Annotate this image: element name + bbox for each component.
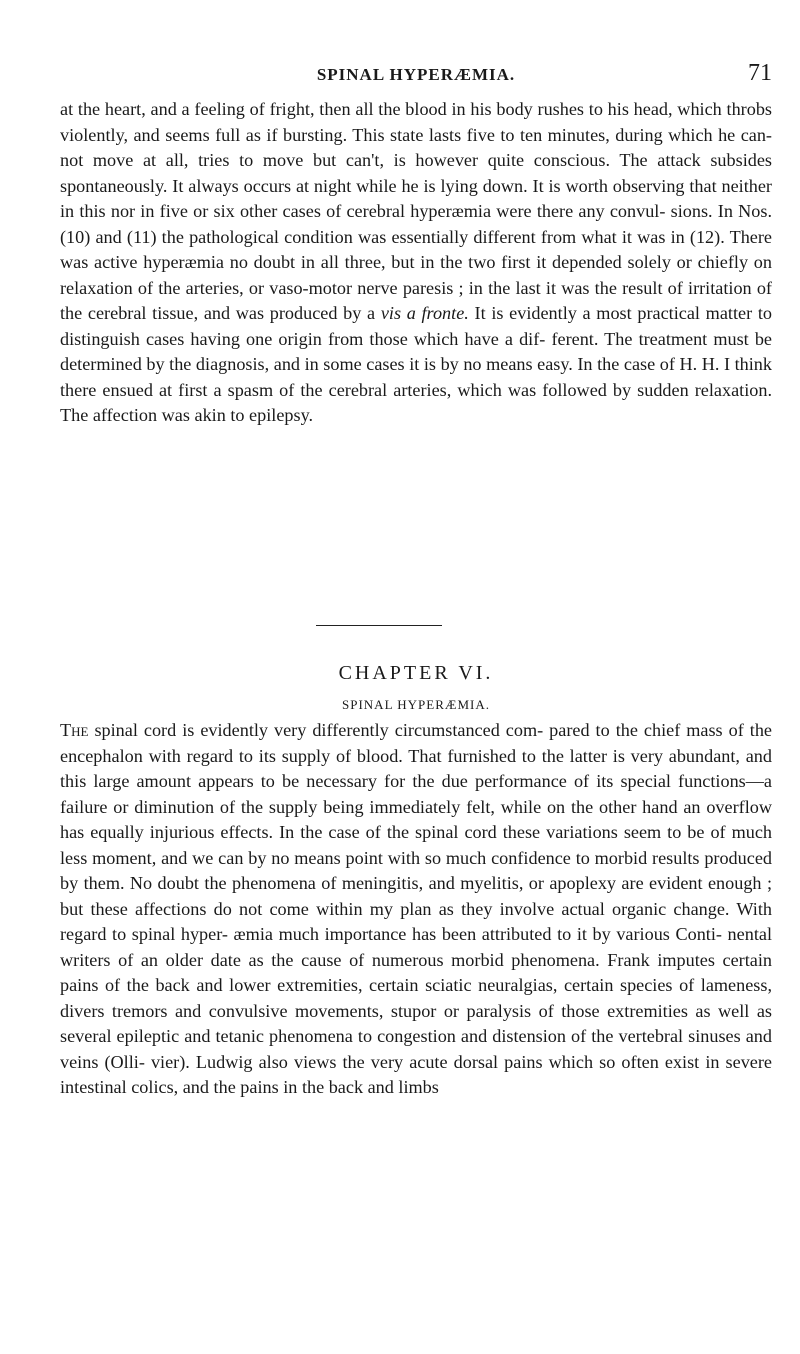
paragraph-spinal-hyperaemia-intro <box>60 718 772 1101</box>
running-head <box>60 60 772 90</box>
chapter-title: CHAPTER VI. <box>338 662 494 684</box>
italic-phrase: vis a fronte. <box>380 303 469 323</box>
paragraph-text: It is evidently a most practical matter to distinguish cases having one origin from those which have a dif- ferent. The treatment must be determined by the diagnosis, and in some cases it is by no means easy. In the case of H. H. I think there ensued at first a spasm of the cerebral arteries, which was followed by sudden relaxation. The affection was akin to epilepsy. <box>60 303 772 425</box>
paragraph-text: spinal cord is evidently very differently circumstanced com- pared to the chief mass of the encephalon with regard to its supply of blood. That furnished to the latter is very abundant, and this large amount appears to be necessary for the due performance of its special functions—a failure or diminution of the supply being immediately felt, while on the other hand an overflow has equally injurious effects. In the case of the spinal cord these variations seem to be of much less moment, and we can by no means point with so much confidence to morbid results produced by them. No doubt the phenomena of meningitis, and myelitis, or apoplexy are evident enough ; but these affections do not come within my plan as they involve actual organic change. With regard to spinal hyper- æmia much importance has been attributed to it by various Conti- nental writers of an older date as the cause of numerous morbid phenomena. Frank imputes certain pains of the back and lower extremities, certain sciatic neuralgias, certain species of lameness, divers tremors and convulsive movements, stupor or paralysis of those extremities as well as several epileptic and tetanic phenomena to congestion and distension of the vertebral sinuses and veins (Olli- vier). Ludwig also views the very acute dorsal pains which so often exist in severe intestinal colics, and the pains in the back and limbs <box>60 720 772 1097</box>
chapter-subtitle: SPINAL HYPERÆMIA. <box>342 697 490 712</box>
section-divider <box>316 625 442 626</box>
paragraph-cerebral-hyperaemia-conclusion <box>60 97 772 429</box>
page-number: 71 <box>748 60 772 86</box>
running-title: SPINAL HYPERÆMIA. <box>316 65 516 84</box>
paragraph-text: at the heart, and a feeling of fright, then all the blood in his body rushes to his head, which throbs violently, and seems full as if bursting. This state lasts five to ten minutes, during which he can- not move at all, tries to move but can't, is however quite conscious. The attack subsides spontaneously. It always occurs at night while he is lying down. It is worth observing that neither in this nor in five or six other cases of cerebral hyperæmia were there any convul- sions. In Nos. (10) and (11) the pathological condition was essentially different from what it was in (12). There was active hyperæmia no doubt in all three, but in the two first it depended solely or chiefly on relaxation of the arteries, or vaso-motor nerve paresis ; in the last it was the result of irritation of the cerebral tissue, and was produced by a <box>60 99 772 323</box>
lead-word: The <box>60 720 89 740</box>
